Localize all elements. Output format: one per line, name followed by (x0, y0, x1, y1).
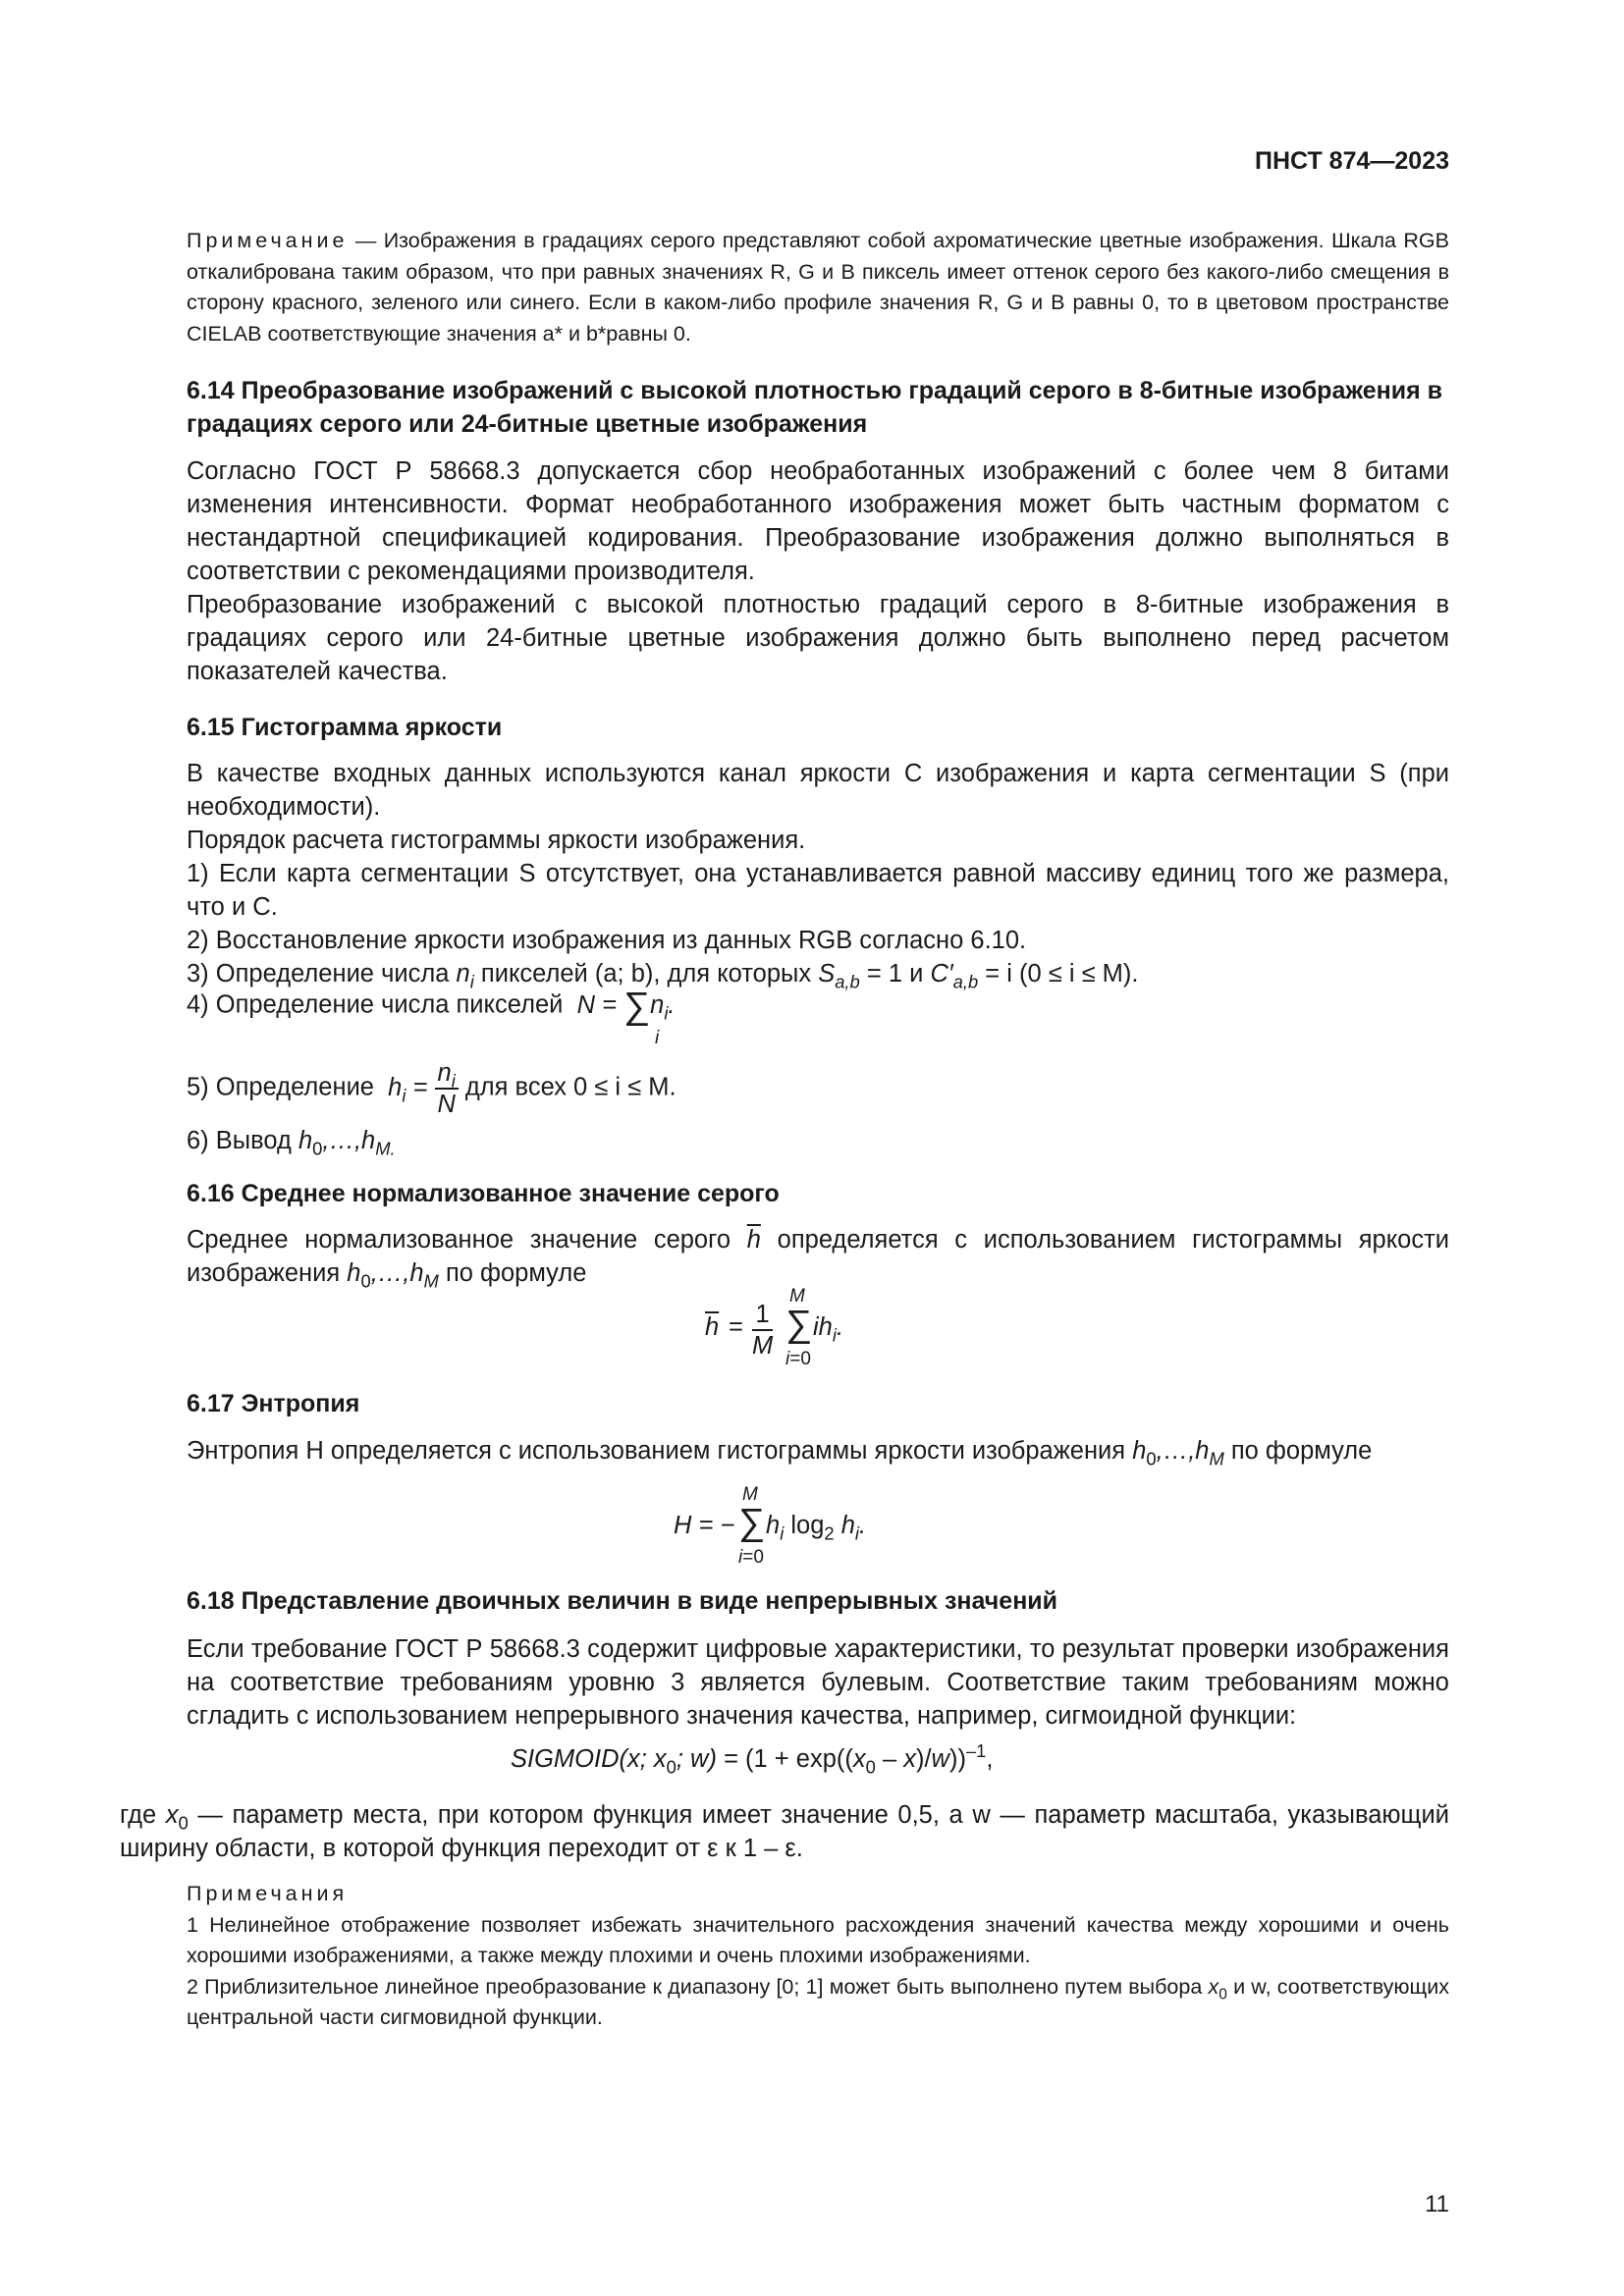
step-3-c: = 1 и (866, 960, 924, 988)
note-body: — Изображения в градациях серого представляют собой ахроматические цветные изображения. Шкала RGB откалибрована таким образом, что при равных значениях R, G и B пиксель имеет оттенок серого без какого-либо смещения в сторону красного, зеленого или синего. Если в каком-либо профиле значения R, G и B равны 0, то в цветовом пространстве CIELAB соответствующие значения a* и b*равны 0. (187, 229, 1449, 346)
x0-symbol: $x_0$ (165, 1801, 189, 1834)
section-6-17-p1-b: по формуле (1230, 1437, 1373, 1465)
histogram-symbol-2: $h_0,\dots,h_M$ (1132, 1437, 1224, 1469)
x0-symbol-2: $x_0$ (1208, 1974, 1227, 2002)
section-6-15-body (120, 757, 1449, 990)
section-6-18-body (120, 1632, 1449, 1733)
step-6-text: 6) Вывод (187, 1127, 292, 1154)
step-5 (187, 1058, 677, 1119)
sum-symbol: ∑ (623, 986, 651, 1027)
step-3-cab: $C'_{a,b}$ (930, 960, 979, 992)
notes-block (120, 1879, 1449, 2034)
step-3-a: 3) Определение числа (187, 960, 450, 988)
page-number: 11 (1425, 2191, 1449, 2217)
step-3-sab: $S_{a,b}$ (818, 960, 860, 992)
document-code: ПНСТ 874—2023 (1255, 147, 1449, 175)
section-6-18-p2-b: — параметр места, при котором функция имеет значение 0,5, а w — параметр масштаба, указывающий ширину области, в которой функция переходит от ε к 1 – ε. (120, 1801, 1449, 1862)
section-6-18-p1: Если требование ГОСТ Р 58668.3 содержит цифровые характеристики, то результат проверки изображения на соответствие требованиям уровню 3 является булевым. Соответствие таким требованиям можно сгладить с использованием непрерывного значения качества, например, сигмоидной функции: (187, 1635, 1449, 1730)
step-5-text-b: для всех 0 ≤ i ≤ M. (464, 1073, 677, 1101)
step-2: 2) Восстановление яркости изображения из данных RGB согласно 6.10. (187, 927, 1027, 954)
section-6-15-p2: Порядок расчета гистограммы яркости изображения. (187, 827, 806, 854)
section-6-14-p1: Согласно ГОСТ Р 58668.3 допускается сбор необработанных изображений с более чем 8 битами изменения интенсивности. Формат необработанного изображения может быть частным форматом с нестандартной спецификацией кодирования. Преобразование изображения должно выполняться в соответствии с рекомендациями производителя. (187, 457, 1449, 585)
note-label: Примечание (187, 229, 349, 252)
notes-item-1: 1 Нелинейное отображение позволяет избежать значительного расхождения значений качества между хорошими и очень хорошими изображениями, а также между плохими и очень плохими изображениями. (187, 1912, 1449, 1967)
step-5-formula: $h_i$ = $\frac{n_i}{N}$ (381, 1074, 459, 1101)
notes-label: Примечания (187, 1882, 349, 1905)
note-text (120, 226, 1449, 349)
section-6-16-p1-b: определяется с использованием гистограммы яркости изображения (187, 1226, 1449, 1287)
step-3 (120, 957, 1449, 990)
section-6-15-p1: В качестве входных данных используются канал яркости C изображения и карта сегментации S (при необходимости). (187, 760, 1449, 821)
formula-sigmoid: SIGMOID(x; $x_0$; $w) = (1 + \exp((x_0 - x)/w))^{-1}$, (511, 1739, 994, 1778)
step-4-formula: N = ∑ $n_i$. (569, 986, 676, 1027)
section-6-14-p2: Преобразование изображений с высокой плотностью градаций серого в 8-битные изображения в градациях серого или 24-битные цветные изображения должно быть выполнено перед расчетом показателей качества. (187, 591, 1449, 685)
notes-item-2 (120, 1972, 1449, 2034)
formula-mean-gray: $\overline{h}$ = $\frac{1}{M}$ M ∑ i=0 $ih_i$. (705, 1286, 844, 1369)
notes-item-2-a: 2 Приблизительное линейное преобразование к диапазону [0; 1] может быть выполнено путем выбора (187, 1974, 1203, 1999)
section-6-16-p1-a: Среднее нормализованное значение серого (187, 1226, 731, 1254)
step-6 (187, 1124, 396, 1157)
section-6-14-title: 6.14 Преобразование изображений с высокой плотностью градаций серого в 8-битные изображения в градациях серого или 24-битные цветные изображения (187, 377, 1443, 438)
section-6-16-p1-c: по формуле (445, 1259, 587, 1287)
section-6-18-p2 (120, 1798, 1449, 1865)
section-6-17-p1 (120, 1434, 1449, 1468)
section-6-16-title: 6.16 Среднее нормализованное значение серого (187, 1180, 780, 1207)
section-6-16-p1 (120, 1223, 1449, 1290)
section-6-18-p2-a: где (120, 1801, 157, 1829)
section-6-17-p1-a: Энтропия H определяется с использованием гистограммы яркости изображения (187, 1437, 1126, 1465)
section-6-17-body (120, 1434, 1449, 1468)
h-bar: $\overline{h}$ (746, 1226, 761, 1254)
formula-entropy: M H = − ∑ i=0 $h_i$ $\log_2 h_i$. (674, 1484, 867, 1568)
note-achromatic (120, 226, 1449, 349)
step-4 (187, 987, 676, 1026)
step-3-ni: $n_i$ (456, 960, 474, 992)
step-3-d: = i (0 ≤ i ≤ M). (985, 960, 1139, 988)
step-1: 1) Если карта сегментации S отсутствует, она устанавливается равной массиву единиц того же размера, что и C. (187, 860, 1449, 921)
section-6-18-title: 6.18 Представление двоичных величин в виде непрерывных значений (187, 1587, 1058, 1615)
step-3-b: пикселей (a; b), для которых (480, 960, 812, 988)
fraction-ni-N: $\frac{n_i}{N}$ (435, 1058, 459, 1119)
histogram-symbol: $h_0,\dots,h_M$ (347, 1259, 439, 1292)
section-6-17-title: 6.17 Энтропия (187, 1390, 360, 1417)
notes-item-2-b: и w, соответствующих центральной части сигмовидной функции. (187, 1974, 1449, 2029)
section-6-16-body (120, 1223, 1449, 1290)
section-6-15-title: 6.15 Гистограмма яркости (187, 714, 503, 741)
step-4-sum-index: i (655, 1028, 660, 1048)
step-6-formula: $h_0,\dots,h_{M.}$ (298, 1127, 396, 1159)
step-4-text: 4) Определение числа пикселей (187, 990, 564, 1019)
section-6-14-body (120, 454, 1449, 688)
step-5-text-a: 5) Определение (187, 1073, 374, 1101)
